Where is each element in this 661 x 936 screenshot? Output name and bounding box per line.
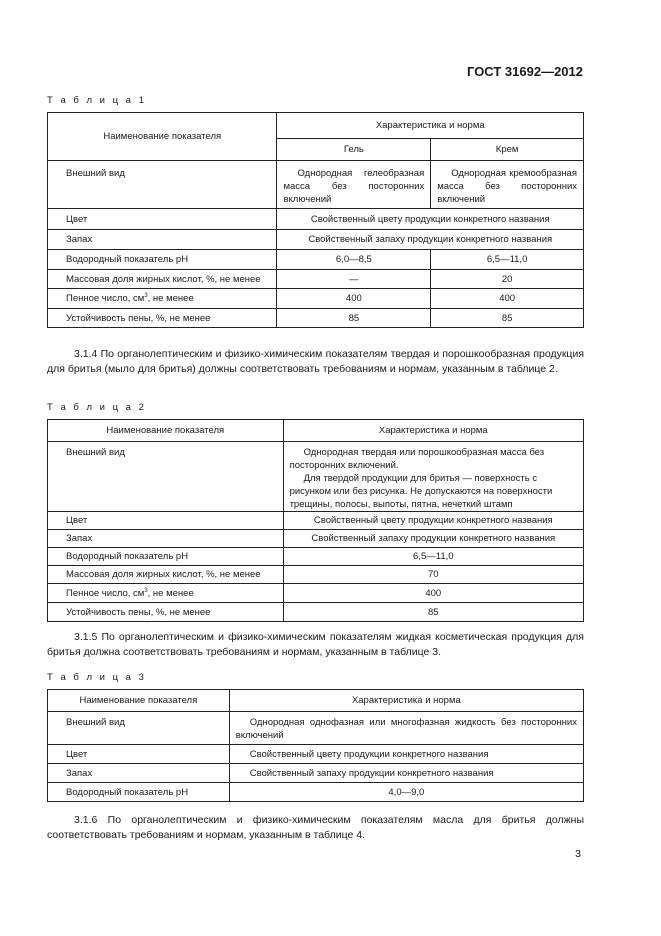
table1-header-row: [48, 113, 584, 139]
cell-value: 4,0—9,0: [229, 783, 583, 802]
row-name: Массовая доля жирных кислот, %, не менее: [48, 566, 284, 584]
standard-header: ГОСТ 31692—2012: [467, 64, 583, 79]
cell-value: Свойственный запаху продукции конкретного названия: [229, 764, 583, 783]
row-name: Запах: [48, 764, 230, 783]
row-name: Внешний вид: [48, 442, 284, 512]
row-name: Внешний вид: [48, 712, 230, 745]
appearance-text-1: Однородная твердая или порошкообразная масса без посторонних включений.: [289, 447, 545, 471]
row-name: Устойчивость пены, %, не менее: [48, 309, 277, 328]
table2-caption: Т а б л и ц а 2: [47, 402, 147, 413]
row-name: Водородный показатель pH: [48, 783, 230, 802]
table3-header-row: [48, 690, 584, 712]
table1-caption: Т а б л и ц а 1: [47, 95, 147, 106]
paragraph-3-1-4: 3.1.4 По органолептическим и физико-химическим показателям твердая и порошкообразная продукция для бритья (мыло для бритья) должны соответствовать требованиям и нормам, указанным в таблице 2.: [47, 348, 584, 375]
table-row: [48, 289, 584, 309]
paragraph-3-1-5: 3.1.5 По органолептическим и физико-химическим показателям жидкая косметическая продукция для бритья должна соответствовать требованиям и нормам, указанным в таблице 3.: [47, 631, 584, 658]
table1-col-gel: Гель: [277, 139, 431, 161]
row-name: Цвет: [48, 745, 230, 764]
cell-gel: —: [277, 270, 431, 289]
cell-value: Свойственный цвету продукции конкретного названия: [283, 512, 583, 530]
table2: [47, 419, 584, 622]
table-row: [48, 270, 584, 289]
cell-cream: Однородная кремообразная масса без посторонних включений: [431, 161, 584, 209]
table-row: [48, 783, 584, 802]
cell-gel: 85: [277, 309, 431, 328]
table-row: [48, 309, 584, 328]
cell-merged: Свойственный запаху продукции конкретного названия: [277, 230, 584, 250]
row-name: Цвет: [48, 209, 277, 230]
cell-value: Свойственный запаху продукции конкретного названия: [283, 530, 583, 548]
table-row: [48, 712, 584, 745]
table1-col-group: Характеристика и норма: [277, 113, 584, 139]
table3: [47, 689, 584, 802]
table-row: [48, 584, 584, 603]
table-row: [48, 442, 584, 512]
cell-cream: 400: [431, 289, 584, 309]
cell-merged: Свойственный цвету продукции конкретного названия: [277, 209, 584, 230]
row-name: Массовая доля жирных кислот, %, не менее: [48, 270, 277, 289]
row-name: Цвет: [48, 512, 284, 530]
row-name: Устойчивость пены, %, не менее: [48, 603, 284, 622]
cell-gel: 6,0—8,5: [277, 250, 431, 270]
table-row: [48, 250, 584, 270]
cell-value: 400: [283, 584, 583, 603]
row-name: Запах: [48, 530, 284, 548]
table3-col-value: Характеристика и норма: [229, 690, 583, 712]
table-row: [48, 603, 584, 622]
cell-gel: Однородная гелеобразная масса без посторонних включений: [277, 161, 431, 209]
cell-cream: 6,5—11,0: [431, 250, 584, 270]
cell-value: 70: [283, 566, 583, 584]
cell-gel: 400: [277, 289, 431, 309]
paragraph-3-1-6: 3.1.6 По органолептическим и физико-химическим показателям масла для бритья должны соответствовать требованиям и нормам, указанным в таблице 4.: [47, 814, 584, 841]
table3-col-name: Наименование показателя: [48, 690, 230, 712]
table-row: [48, 209, 584, 230]
table1-col-cream: Крем: [431, 139, 584, 161]
appearance-text-2: Для твердой продукции для бритья — поверхность с рисунком или без рисунка. Не допускаются на поверхности трещины, полосы, выпоты, пятна, нечеткий штамп: [289, 473, 553, 510]
table2-col-name: Наименование показателя: [48, 420, 284, 442]
row-name: Пенное число, $см^3$, не менее: [48, 584, 284, 603]
cell-value: [283, 442, 583, 512]
table-row: [48, 230, 584, 250]
page-number: 3: [575, 848, 581, 860]
table1: [47, 112, 584, 328]
table-row: [48, 512, 584, 530]
cell-value: Свойственный цвету продукции конкретного названия: [229, 745, 583, 764]
row-name: Внешний вид: [48, 161, 277, 209]
table2-header-row: [48, 420, 584, 442]
table-row: [48, 161, 584, 209]
table-row: [48, 764, 584, 783]
cell-cream: 85: [431, 309, 584, 328]
cell-value: 6,5—11,0: [283, 548, 583, 566]
table-row: [48, 530, 584, 548]
row-name: Водородный показатель pH: [48, 250, 277, 270]
table3-caption: Т а б л и ц а 3: [47, 672, 147, 683]
row-name: Водородный показатель pH: [48, 548, 284, 566]
table-row: [48, 566, 584, 584]
table-row: [48, 745, 584, 764]
row-name: Запах: [48, 230, 277, 250]
table-row: [48, 548, 584, 566]
cell-value: Однородная однофазная или многофазная жидкость без посторонних включений: [229, 712, 583, 745]
table1-col-name: Наименование показателя: [48, 113, 277, 161]
cell-cream: 20: [431, 270, 584, 289]
cell-value: 85: [283, 603, 583, 622]
table2-col-value: Характеристика и норма: [283, 420, 583, 442]
row-name: Пенное число, $см^3$, не менее: [48, 289, 277, 309]
